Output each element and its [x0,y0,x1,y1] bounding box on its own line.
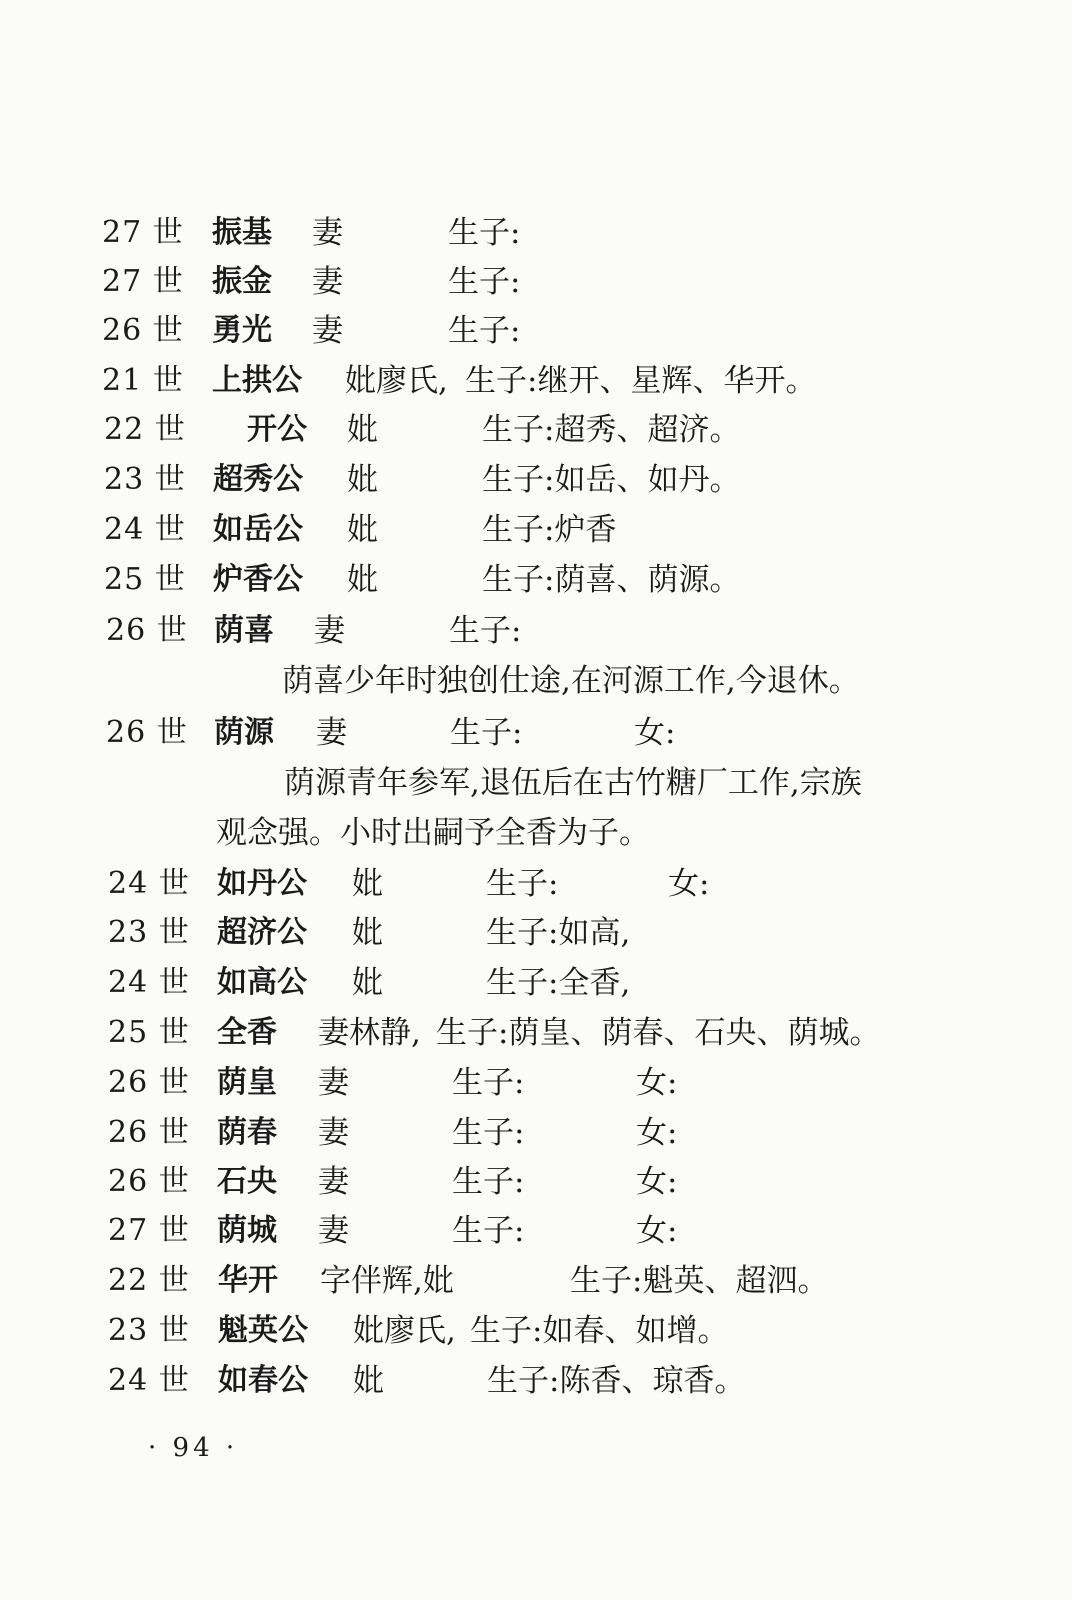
page-number: · 94 · [148,1433,239,1463]
generation: 23 世 [108,915,190,950]
sons: 生子: [448,215,521,251]
entry-row [0,208,1072,258]
entry-row [0,1157,1072,1207]
generation: 22 世 [108,1263,190,1298]
entry-row [0,405,1072,455]
entry-row [0,1108,1072,1158]
generation: 24 世 [108,1363,190,1398]
sons: 生子: [452,1213,525,1249]
sons: 生子:全香, [486,965,631,1001]
sons: 生子:炉香 [482,512,617,548]
entry-row [0,356,1072,406]
generation: 25 世 [108,1015,190,1050]
person-name: 荫春 [217,1115,277,1150]
entry-row [0,958,1072,1008]
person-name: 勇光 [212,313,272,348]
daughters: 女: [668,866,710,902]
spouse: 妣廖氏, [353,1313,456,1349]
sons: 生子: [452,1164,525,1200]
generation: 22 世 [104,412,186,447]
sons: 生子:超秀、超济。 [482,412,741,448]
entry-row [0,908,1072,958]
person-name: 如高公 [217,965,307,1000]
sons: 生子:魁英、超泗。 [570,1263,829,1299]
generation: 24 世 [108,866,190,901]
person-name: 荫喜 [214,613,274,648]
spouse: 妣廖氏, [345,363,448,399]
person-name: 荫皇 [217,1065,277,1100]
biography-note: 荫源青年参军,退伍后在古竹糖厂工作,宗族 [284,765,862,801]
spouse: 妻 [318,1115,349,1151]
generation: 26 世 [108,1164,190,1199]
person-name: 华开 [218,1263,278,1298]
spouse: 妻 [312,215,343,251]
sons: 生子: [486,866,559,902]
generation: 26 世 [108,1115,190,1150]
spouse: 妻林静, [318,1015,421,1051]
person-name: 如春公 [218,1363,308,1398]
spouse: 字伴辉,妣 [320,1263,454,1299]
generation: 27 世 [102,215,184,250]
spouse: 妻 [318,1164,349,1200]
spouse: 妣 [347,512,378,548]
daughters: 女: [636,1115,678,1151]
generation: 27 世 [102,264,184,299]
daughters: 女: [634,715,676,751]
person-name: 超济公 [217,915,307,950]
entry-row [0,1058,1072,1108]
sons: 生子: [450,715,523,751]
person-name: 振金 [212,264,272,299]
generation: 24 世 [104,512,186,547]
person-name: 上拱公 [212,363,302,398]
spouse: 妣 [347,462,378,498]
generation: 26 世 [108,1065,190,1100]
entry-row [0,1008,1072,1058]
daughters: 女: [636,1065,678,1101]
generation: 26 世 [102,313,184,348]
biography-note: 荫喜少年时独创仕途,在河源工作,今退休。 [282,663,860,699]
spouse: 妻 [318,1213,349,1249]
person-name: 魁英公 [218,1313,308,1348]
sons: 生子: [452,1065,525,1101]
generation: 27 世 [108,1213,190,1248]
spouse: 妣 [352,915,383,951]
sons: 生子:陈香、琼香。 [487,1363,746,1399]
entry-row [0,257,1072,307]
entry-row [0,1306,1072,1356]
entry-row [0,1206,1072,1256]
person-name: 开公 [247,412,307,447]
sons: 生子: [448,264,521,300]
generation: 24 世 [108,965,190,1000]
person-name: 全香 [217,1015,277,1050]
person-name: 荫城 [217,1213,277,1248]
person-name: 如岳公 [213,512,303,547]
entry-row [0,1356,1072,1406]
entry-row [0,455,1072,505]
spouse: 妻 [312,313,343,349]
spouse: 妣 [347,562,378,598]
person-name: 炉香公 [213,562,303,597]
spouse: 妻 [318,1065,349,1101]
spouse: 妻 [312,264,343,300]
sons: 生子:继开、星辉、华开。 [465,363,817,399]
entry-row [0,505,1072,555]
generation: 25 世 [104,562,186,597]
sons: 生子: [448,313,521,349]
sons: 生子:如高, [486,915,631,951]
sons: 生子:荫皇、荫春、石央、荫城。 [436,1015,881,1051]
daughters: 女: [636,1164,678,1200]
person-name: 振基 [212,215,272,250]
sons: 生子:荫喜、荫源。 [482,562,741,598]
entry-row [0,555,1072,605]
entry-row [0,606,1072,656]
generation: 26 世 [106,613,188,648]
generation: 23 世 [104,462,186,497]
sons: 生子: [452,1115,525,1151]
person-name: 如丹公 [217,866,307,901]
spouse: 妻 [316,715,347,751]
spouse: 妣 [352,866,383,902]
biography-note: 观念强。小时出嗣予全香为子。 [216,815,650,851]
spouse: 妣 [347,412,378,448]
entry-row [0,859,1072,909]
generation: 23 世 [108,1313,190,1348]
person-name: 石央 [217,1164,277,1199]
sons: 生子:如春、如增。 [470,1313,729,1349]
spouse: 妣 [352,965,383,1001]
spouse: 妣 [353,1363,384,1399]
entry-row [0,306,1072,356]
entry-row [0,1256,1072,1306]
spouse: 妻 [314,613,345,649]
daughters: 女: [636,1213,678,1249]
person-name: 超秀公 [213,462,303,497]
generation: 21 世 [102,363,184,398]
entry-row [0,708,1072,758]
person-name: 荫源 [214,715,274,750]
generation: 26 世 [106,715,188,750]
sons: 生子:如岳、如丹。 [482,462,741,498]
sons: 生子: [449,613,522,649]
